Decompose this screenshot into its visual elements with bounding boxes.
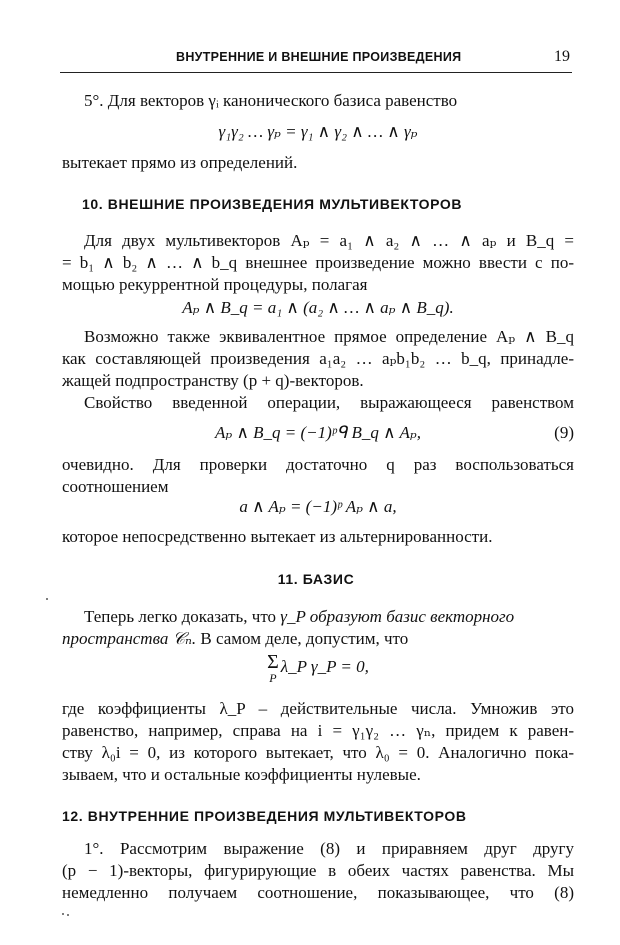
header-rule [60, 72, 572, 73]
s12-p1-line-1: 1°. Рассмотрим выражение (8) и приравняем друг другу [84, 839, 574, 858]
s10-formula-2 [62, 422, 574, 444]
s10-p3-line-1: Свойство введенной операции, выражающееся равенством [84, 393, 574, 412]
intro-line-2: вытекает прямо из определений. [62, 153, 298, 172]
intro-formula: γ₁γ₂ … γₚ = γ₁ ∧ γ₂ ∧ … ∧ γₚ [218, 122, 418, 141]
sigma-subscript: P [269, 671, 277, 685]
s11-formula-body: λ_P γ_P = 0, [280, 656, 369, 676]
s10-formula-1: Aₚ ∧ B_q = a₁ ∧ (a₂ ∧ … ∧ aₚ ∧ B_q). [182, 298, 454, 317]
summation-symbol [267, 652, 279, 684]
s11-p1-line-2 [62, 628, 574, 650]
s11-formula-sum [62, 652, 574, 692]
s10-p2-line-3: жащей подпространству (p + q)-векторов. [62, 371, 364, 390]
equation-number-9: (9) [554, 423, 574, 442]
s12-p1-line-2: (p − 1)-векторы, фигурирующие в обеих частях равенства. Мы [62, 861, 574, 880]
section-10-heading: 10. ВНЕШНИЕ ПРОИЗВЕДЕНИЯ МУЛЬТИВЕКТОРОВ [82, 196, 463, 212]
s10-p1-line-2: = b₁ ∧ b₂ ∧ … ∧ b_q внешнее произведение можно ввести с по- [62, 253, 574, 272]
print-speck [46, 598, 48, 600]
s10-p1-line-3: мощью рекуррентной процедуры, полагая [62, 275, 368, 294]
s10-p2-line-2: как составляющей произведения a₁a₂ … aₚb₁b₂ … b_q, принадле- [62, 349, 574, 368]
s11-p1-line-1-b: γ_P образуют базис векторного [280, 607, 515, 626]
s10-formula-3: a ∧ Aₚ = (−1)ᵖ Aₚ ∧ a, [239, 497, 397, 516]
running-header [60, 48, 570, 70]
print-speck-bottom-1 [62, 913, 64, 915]
s12-p1-line-3: немедленно получаем соотношение, показывающее, что (8) [62, 883, 574, 902]
s11-p2-line-3: ству λ₀i = 0, из которого вытекает, что λ₀ = 0. Аналогично пока- [62, 743, 574, 762]
s11-p2-line-1: где коэффициенты λ_P – действительные числа. Умножив это [62, 699, 574, 718]
page-number: 19 [554, 48, 570, 65]
s10-p4-line-2: соотношением [62, 477, 169, 496]
s10-p1-line-1: Для двух мультивекторов Aₚ = a₁ ∧ a₂ ∧ … ∧ aₚ и B_q = [84, 231, 574, 250]
s11-p2-line-4: зываем, что и остальные коэффициенты нулевые. [62, 765, 421, 784]
s11-p2-line-2: равенство, например, справа на i = γ₁γ₂ … γₙ, придем к равен- [62, 721, 574, 740]
intro-line-1: 5°. Для векторов γᵢ канонического базиса равенство [84, 91, 458, 110]
s10-p2-line-1: Возможно также эквивалентное прямое определение Aₚ ∧ B_q [84, 327, 574, 346]
print-speck-bottom-2 [67, 914, 69, 916]
s10-p5-line-1: которое непосредственно вытекает из альтернированности. [62, 527, 493, 546]
s11-p1-line-1 [62, 606, 574, 628]
header-title: ВНУТРЕННИЕ И ВНЕШНИЕ ПРОИЗВЕДЕНИЯ [176, 50, 462, 64]
sigma-sign: Σ [267, 651, 279, 673]
section-12-heading: 12. ВНУТРЕННИЕ ПРОИЗВЕДЕНИЯ МУЛЬТИВЕКТОРОВ [62, 808, 467, 824]
s11-p1-line-2-a: пространства 𝒞ₙ. [62, 629, 197, 648]
s10-formula-2-text: Aₚ ∧ B_q = (−1)ᵖᑫ B_q ∧ Aₚ, [215, 423, 421, 442]
s11-p1-line-2-b: В самом деле, допустим, что [196, 629, 409, 648]
s10-p4-line-1: очевидно. Для проверки достаточно q раз воспользоваться [62, 455, 574, 474]
section-11-heading: 11. БАЗИС [277, 571, 355, 587]
s11-p1-line-1-a: Теперь легко доказать, что [84, 607, 281, 626]
